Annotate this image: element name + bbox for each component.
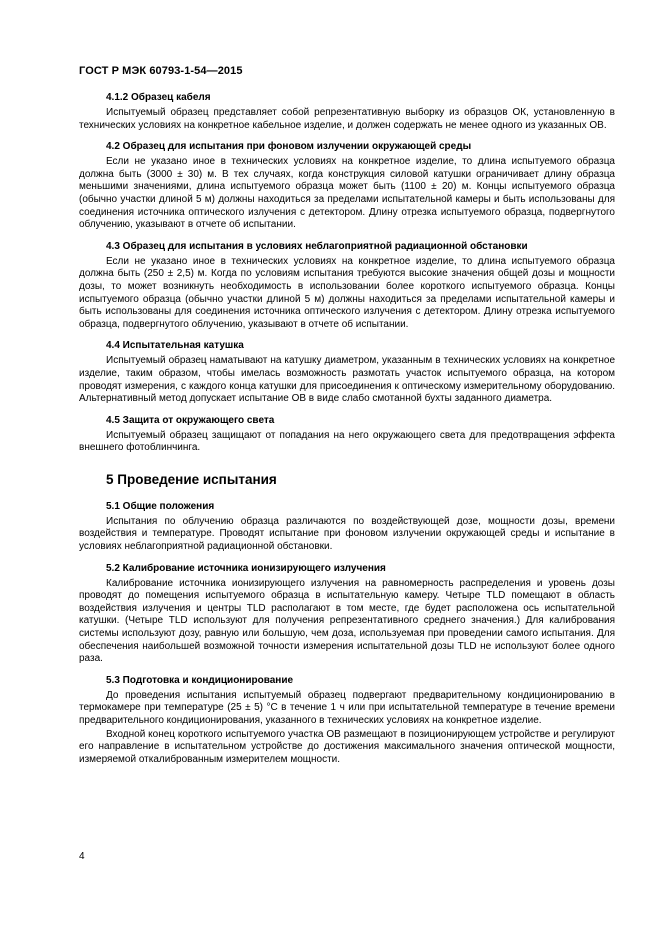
document-header: ГОСТ Р МЭК 60793-1-54—2015 [79, 65, 243, 77]
subsection-title-4-3: 4.3 Образец для испытания в условиях неблагоприятной радиационной обстановки [106, 240, 528, 252]
paragraph: Калибрование источника ионизирующего излучения на равномерность распределения и уровень дозы проводят до помещения испытуемого образца в испытательную камеру. Четыре TLD помещают в область воздействия излучения и центры TLD располагают в том месте, где будет расположена ось испытательной катушки. (Четыре TLD используют для получения репрезентативного среднего значения.) Для калибрования системы используют дозу, равную или большую, чем доза, используемая при проведении самого испытания. Для обеспечения наибольшей возможной точности измерения испытательной дозы TLD не используют более одного раза. [79, 577, 615, 665]
paragraph: Испытуемый образец представляет собой репрезентативную выборку из образцов ОК, установленную в технических условиях на конкретное кабельное изделие, и должен содержать не менее одного из указанных ОВ. [79, 107, 615, 131]
subsection-title-4-2: 4.2 Образец для испытания при фоновом излучении окружающей среды [106, 141, 472, 153]
paragraph: Если не указано иное в технических условиях на конкретное изделие, то длина испытуемого образца должна быть (250 ± 2,5) м. Когда по условиям испытания требуются высокие значения общей дозы и мощности дозы, то может возникнуть необходимость в использовании более короткого испытуемого образца. Концы испытуемого образца (обычно участки длиной 5 м) должны находиться за пределами испытательной камеры и быть использованы для соединения источника оптического излучения с детектором. Длину отрезка испытуемого образца, подвергнутого облучению, указывают в отчете об испытании. [79, 255, 615, 330]
subsection-title-4-1-2: 4.1.2 Образец кабеля [106, 92, 211, 103]
document-body [79, 91, 615, 766]
subsection-title-5-2: 5.2 Калибрование источника ионизирующего излучения [106, 562, 386, 574]
paragraph: Испытания по облучению образца различаются по воздействующей дозе, мощности дозы, времени воздействия и температуре. Проводят испытание при фоновом излучении окружающей среды и испытание в условиях неблагоприятной радиационной обстановки. [79, 515, 615, 553]
subsection-title-5-3: 5.3 Подготовка и кондиционирование [106, 674, 294, 686]
paragraph: Если не указано иное в технических условиях на конкретное изделие, то длина испытуемого образца должна быть (3000 ± 30) м. В тех случаях, когда конструкция силовой катушки ограничивает длину образца меньшими значениями, длина испытуемого образца может быть (1100 ± 20) м. Концы испытуемого образца (обычно участки длиной 5 м) должны находиться за пределами испытательной камеры и быть использованы для соединения источника оптического излучения с детектором. Длину отрезка испытуемого образца, подвергнутого облучению, указывают в отчете об испытании. [79, 156, 615, 231]
page-number: 4 [79, 851, 85, 862]
section-title-5: 5 Проведение испытания [106, 471, 277, 487]
paragraph: Испытуемый образец наматывают на катушку диаметром, указанным в технических условиях на конкретное изделие, таким образом, чтобы имелась возможность размотать участок испытуемого образца, на котором проводят измерения, с каждого конца катушки для присоединения к оптическому измерительному оборудованию. Альтернативный метод допускает испытание ОВ в виде слабо смотанной бухты заданного диаметра. [79, 355, 615, 405]
paragraph: До проведения испытания испытуемый образец подвергают предварительному кондиционированию в термокамере при температуре (25 ± 5) °C в течение 1 ч или при испытательной температуре в течение времени предварительного кондиционирования, указанного в технических условиях на конкретное изделие. [79, 689, 615, 726]
subsection-title-4-5: 4.5 Защита от окружающего света [106, 414, 275, 426]
paragraph: Входной конец короткого испытуемого участка ОВ размещают в позиционирующем устройстве и регулируют его направление в испытательном устройстве до достижения максимального значения оптической мощности, измеряемой откалиброванным измерителем мощности. [79, 728, 615, 765]
paragraph: Испытуемый образец защищают от попадания на него окружающего света для предотвращения эффекта внешнего фотоблинчинга. [79, 429, 615, 454]
subsection-title-5-1: 5.1 Общие положения [106, 500, 215, 512]
subsection-title-4-4: 4.4 Испытательная катушка [106, 340, 244, 352]
